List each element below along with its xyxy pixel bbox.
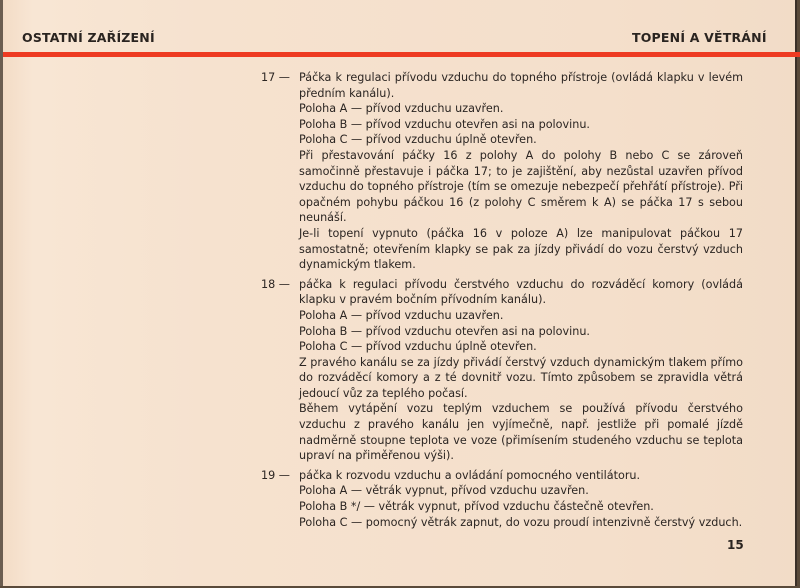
item-description: páčka k rozvodu vzduchu a ovládání pomocného ventilátoru. — [299, 468, 641, 482]
position-c: Poloha C — přívod vzduchu úplně otevřen. — [299, 340, 537, 354]
list-item-19 — [261, 468, 743, 530]
position-c: Poloha C — přívod vzduchu úplně otevřen. — [299, 133, 537, 147]
paragraph: Je-li topení vypnuto (páčka 16 v poloze A) lze manipulovat páčkou 17 samostatně; otevřením klapky se pak za jízdy přivádí do vozu čerstvý vzduch dynamickým tlakem. — [299, 226, 743, 272]
item-description: páčka k regulaci přívodu čerstvého vzduchu do rozváděcí komory (ovládá klapku v pravém bočním přívodním kanálu). — [299, 277, 743, 307]
position-a: Poloha A — přívod vzduchu uzavřen. — [299, 308, 504, 322]
header-rule — [3, 52, 800, 57]
item-number: 19 — — [261, 468, 290, 482]
item-number: 18 — — [261, 277, 290, 291]
position-a: Poloha A — přívod vzduchu uzavřen. — [299, 102, 504, 116]
position-a: Poloha A — větrák vypnut, přívod vzduchu uzavřen. — [299, 484, 589, 498]
section-title-left: OSTATNÍ ZAŘÍZENÍ — [22, 30, 155, 45]
page-number: 15 — [727, 538, 744, 552]
position-b: Poloha B — přívod vzduchu otevřen asi na polovinu. — [299, 117, 590, 131]
list-item-18 — [261, 277, 743, 464]
item-description: Páčka k regulaci přívodu vzduchu do topného přístroje (ovládá klapku v levém předním kanálu). — [299, 71, 743, 100]
main-text — [261, 70, 743, 534]
position-b: Poloha B — přívod vzduchu otevřen asi na polovinu. — [299, 324, 590, 338]
item-number: 17 — — [261, 71, 290, 84]
position-c: Poloha C — pomocný větrák zapnut, do vozu proudí intenzivně čerstvý vzduch. — [299, 515, 743, 529]
paragraph: Během vytápění vozu teplým vzduchem se používá přívodu čerstvého vzduchu z pravého kanálu jen vyjímečně, např. jestliže při pomalé jízdě nadměrně stoupne teplota ve voze (přimísením studeného vzduchu se teplota upraví na přiměřenou výši). — [299, 402, 743, 463]
paragraph: Při přestavování páčky 16 z polohy A do polohy B nebo C se zároveň samočinně přestavuje i páčka 17; to je zajištění, aby nezůstal uzavřen přívod vzduchu do topného přístroje (tím se omezuje nebezpečí přehřátí přístroje). Při opačném pohybu páčkou 16 (z polohy C směrem k A) se páčka 17 s sebou neunáší. — [299, 148, 743, 225]
position-b: Poloha B */ — větrák vypnut, přívod vzduchu částečně otevřen. — [299, 500, 654, 514]
list-item-17 — [261, 70, 743, 273]
section-title-right: TOPENÍ A VĚTRÁNÍ — [632, 30, 767, 45]
paragraph: Z pravého kanálu se za jízdy přivádí čerstvý vzduch dynamickým tlakem přímo do rozváděcí komory a z té dovnitř vozu. Tímto způsobem se zpravidla větrá jedoucí vůz za teplého počasí. — [299, 355, 743, 400]
